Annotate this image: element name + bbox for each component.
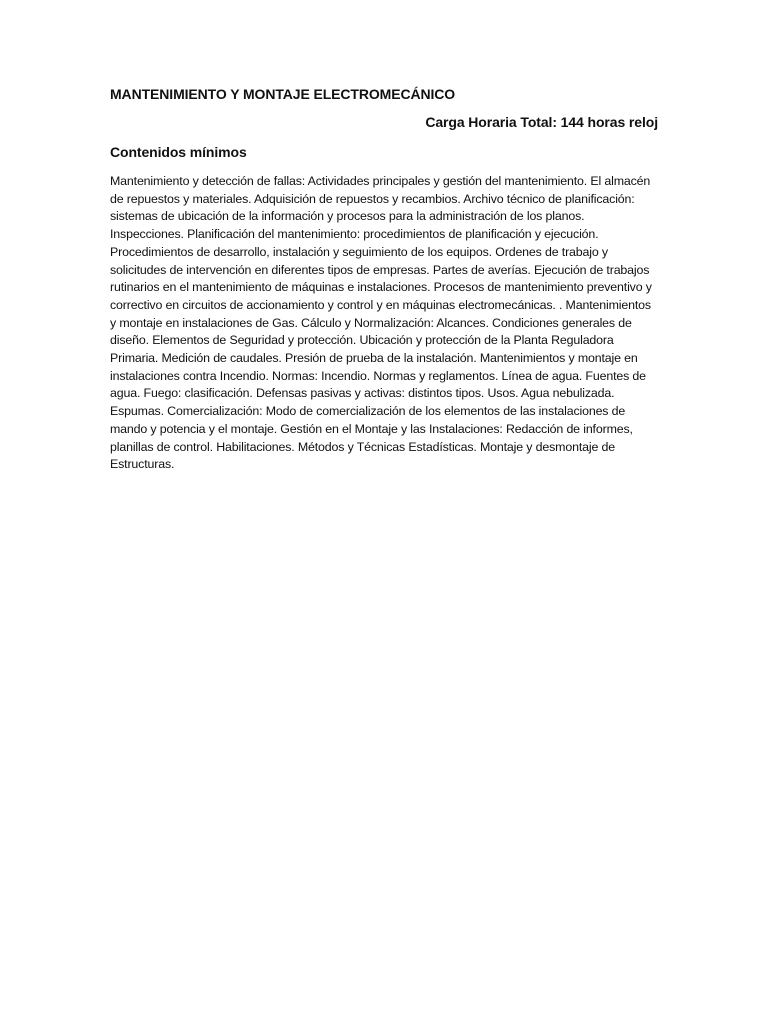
document-title: MANTENIMIENTO Y MONTAJE ELECTROMECÁNICO: [110, 86, 456, 102]
document-content: [110, 84, 658, 474]
section-heading: Contenidos mínimos: [110, 144, 247, 160]
contents-paragraph: Mantenimiento y detección de fallas: Actividades principales y gestión del mantenimiento. El almacén de repuestos y materiales. Adquisición de repuestos y recambios. Archivo técnico de planificación: sistemas de ubicación de la información y procesos para la administración de los planos. Inspecciones. Planificación del mantenimiento: procedimientos de planificación y ejecución. Procedimientos de desarrollo, instalación y seguimiento de los equipos. Ordenes de trabajo y solicitudes de intervención en diferentes tipos de empresas. Partes de averías. Ejecución de trabajos rutinarios en el mantenimiento de máquinas e instalaciones. Procesos de mantenimiento preventivo y correctivo en circuitos de accionamiento y control y en máquinas electromecánicas. . Mantenimientos y montaje en instalaciones de Gas. Cálculo y Normalización: Alcances. Condiciones generales de diseño. Elementos de Seguridad y protección. Ubicación y protección de la Planta Reguladora Primaria. Medición de caudales. Presión de prueba de la instalación. Mantenimientos y montaje en instalaciones contra Incendio. Normas: Incendio. Normas y reglamentos. Línea de agua. Fuentes de agua. Fuego: clasificación. Defensas pasivas y activas: distintos tipos. Usos. Agua nebulizada. Espumas. Comercialización: Modo de comercialización de los elementos de las instalaciones de mando y potencia y el montaje. Gestión en el Montaje y las Instalaciones: Redacción de informes, planillas de control. Habilitaciones. Métodos y Técnicas Estadísticas. Montaje y desmontaje de Estructuras.: [110, 174, 652, 472]
total-hours: Carga Horaria Total: 144 horas reloj: [425, 114, 658, 130]
